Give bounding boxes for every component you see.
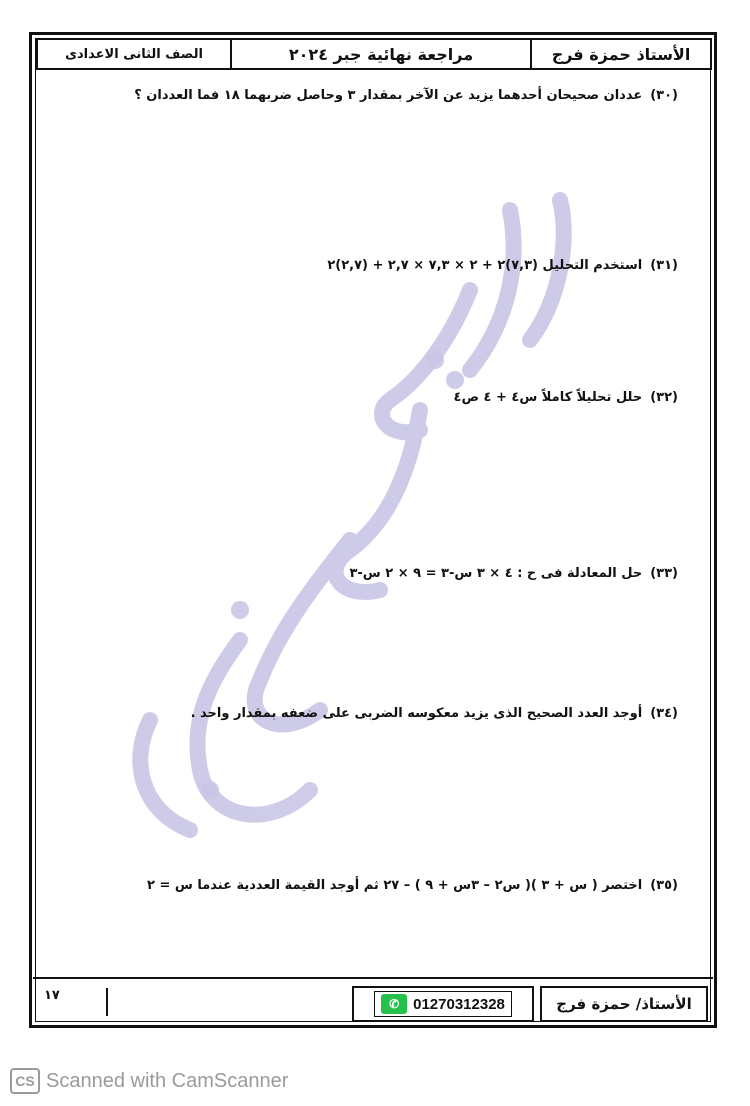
question-35	[147, 878, 678, 893]
question-text: عددان صحيحان أحدهما يزيد عن الآخر بمقدار ٣ وحاصل ضربهما ١٨ فما العددان ؟	[134, 88, 643, 103]
question-text: أوجد العدد الصحيح الذى يزيد معكوسه الضربى على ضعفه بمقدار واحد .	[190, 706, 643, 721]
footer-divider	[33, 977, 713, 979]
question-30	[134, 88, 678, 103]
question-text: استخدم التحليل (٧,٣)٢ + ٢ × ٧,٣ × ٢,٧ + (٢,٧)٢	[327, 258, 643, 273]
camscanner-badge	[10, 1068, 288, 1094]
question-33	[349, 566, 678, 581]
question-number: (٣٣)	[650, 566, 678, 581]
question-34	[191, 706, 678, 721]
question-number: (٣١)	[650, 258, 678, 273]
question-number: (٣٤)	[650, 706, 678, 721]
page-number: ١٧	[44, 988, 60, 1003]
inner-frame	[35, 38, 711, 1022]
page-number-separator	[106, 988, 108, 1016]
question-text: اختصر ( س + ٣ )( س٢ – ٣س + ٩ ) – ٢٧ ثم أوجد القيمة العددية عندما س = ٢	[147, 878, 643, 893]
question-number: (٣٢)	[650, 390, 678, 405]
question-number: (٣٥)	[650, 878, 678, 893]
question-number: (٣٠)	[650, 88, 678, 103]
camscanner-text: Scanned with CamScanner	[46, 1069, 289, 1092]
question-32	[454, 390, 678, 405]
question-31	[327, 258, 678, 273]
phone-contact	[374, 991, 512, 1017]
whatsapp-icon: ✆	[381, 994, 407, 1014]
header-teacher-name: الأستاذ حمزة فرج	[530, 38, 712, 70]
footer-teacher-name: الأستاذ/ حمزة فرج	[540, 986, 708, 1022]
question-text: حلل تحليلاً كاملاً س٤ + ٤ ص٤	[453, 390, 643, 405]
question-text: حل المعادلة فى ح : ٤ × ٣ س-٣ = ٩ × ٢ س-٣	[349, 566, 643, 581]
phone-number: 01270312328	[413, 995, 505, 1013]
footer-phone-box	[352, 986, 534, 1022]
header-grade: الصف الثانى الاعدادى	[36, 38, 232, 70]
header-title: مراجعة نهائية جبر ٢٠٢٤	[232, 38, 530, 70]
camscanner-logo-icon: CS	[10, 1068, 40, 1094]
